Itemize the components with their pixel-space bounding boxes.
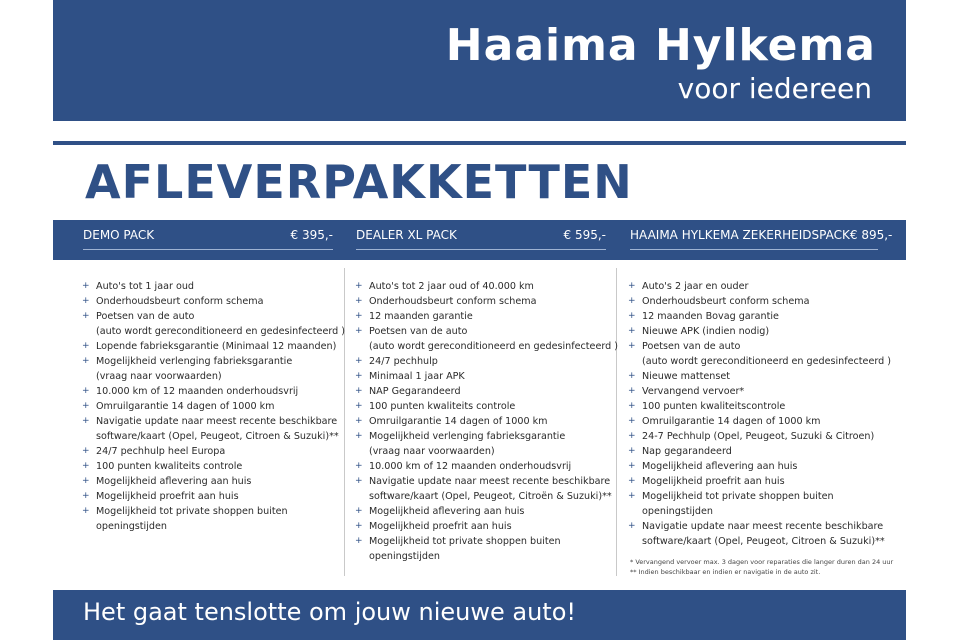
plus-icon: + (628, 476, 636, 486)
plus-icon: + (628, 416, 636, 426)
plus-icon: + (628, 521, 636, 531)
packs-header-bar (53, 220, 906, 260)
plus-icon: + (355, 521, 363, 531)
plus-icon: + (628, 461, 636, 471)
feature-text: Minimaal 1 jaar APK (369, 371, 465, 382)
pack-price: € 895,- (849, 228, 893, 242)
feature-item (82, 339, 345, 354)
feature-item (82, 399, 345, 414)
feature-item (355, 474, 618, 504)
feature-item (82, 294, 345, 309)
feature-text: Mogelijkheid proefrit aan huis (642, 476, 785, 487)
feature-text: Vervangend vervoer* (642, 386, 745, 397)
feature-subtext: openingstijden (369, 551, 440, 562)
plus-icon: + (355, 506, 363, 516)
feature-text: Poetsen van de auto (96, 311, 195, 322)
feature-text: 100 punten kwaliteits controle (369, 401, 516, 412)
feature-item (82, 444, 345, 459)
feature-text: Mogelijkheid verlenging fabrieksgarantie (369, 431, 566, 442)
feature-text: Mogelijkheid aflevering aan huis (642, 461, 798, 472)
feature-item (628, 339, 891, 369)
feature-item (628, 474, 891, 489)
feature-text: Auto's 2 jaar en ouder (642, 281, 749, 292)
footer-banner (53, 590, 906, 640)
feature-item (82, 384, 345, 399)
feature-item (628, 444, 891, 459)
feature-item (628, 519, 891, 549)
plus-icon: + (82, 311, 90, 321)
feature-item (355, 399, 618, 414)
feature-text: Navigatie update naar meest recente beschikbare (96, 416, 338, 427)
plus-icon: + (628, 371, 636, 381)
feature-text: Omruilgarantie 14 dagen of 1000 km (96, 401, 275, 412)
pack-features-dealer-xl (355, 279, 618, 564)
feature-text: Onderhoudsbeurt conform schema (369, 296, 537, 307)
feature-text: Omruilgarantie 14 dagen of 1000 km (642, 416, 821, 427)
brand-tagline: voor iedereen (677, 72, 872, 105)
feature-text: 10.000 km of 12 maanden onderhoudsvrij (369, 461, 572, 472)
feature-item (355, 294, 618, 309)
feature-item (355, 279, 618, 294)
plus-icon: + (355, 461, 363, 471)
feature-text: Navigatie update naar meest recente beschikbare (369, 476, 611, 487)
plus-icon: + (355, 536, 363, 546)
plus-icon: + (628, 431, 636, 441)
feature-text: Nieuwe mattenset (642, 371, 731, 382)
feature-item (628, 369, 891, 384)
feature-text: Lopende fabrieksgarantie (Minimaal 12 maanden) (96, 341, 337, 352)
feature-text: 100 punten kwaliteits controle (96, 461, 243, 472)
pack-name: DEMO PACK (83, 228, 155, 242)
feature-text: Omruilgarantie 14 dagen of 1000 km (369, 416, 548, 427)
feature-subtext: openingstijden (642, 506, 713, 517)
feature-text: 10.000 km of 12 maanden onderhoudsvrij (96, 386, 299, 397)
feature-item (355, 504, 618, 519)
plus-icon: + (355, 401, 363, 411)
feature-text: Poetsen van de auto (369, 326, 468, 337)
plus-icon: + (82, 356, 90, 366)
brand-name: Haaima Hylkema (445, 20, 876, 71)
feature-subtext: software/kaart (Opel, Peugeot, Citroen & Suzuki)** (96, 431, 339, 442)
feature-subtext: software/kaart (Opel, Peugeot, Citroën & Suzuki)** (369, 491, 612, 502)
feature-text: Mogelijkheid aflevering aan huis (369, 506, 525, 517)
feature-subtext: (auto wordt gereconditioneerd en gedesinfecteerd ) (369, 341, 619, 352)
plus-icon: + (628, 386, 636, 396)
page-title: AFLEVERPAKKETTEN (85, 155, 633, 209)
feature-item (82, 279, 345, 294)
plus-icon: + (628, 326, 636, 336)
feature-subtext: (auto wordt gereconditioneerd en gedesinfecteerd ) (642, 356, 892, 367)
feature-text: 12 maanden Bovag garantie (642, 311, 779, 322)
feature-item (82, 414, 345, 444)
feature-item (355, 324, 618, 354)
pack-price: € 595,- (563, 228, 606, 242)
feature-item (82, 459, 345, 474)
plus-icon: + (82, 506, 90, 516)
pack-header-demo (83, 228, 333, 250)
plus-icon: + (355, 356, 363, 366)
plus-icon: + (355, 311, 363, 321)
plus-icon: + (628, 281, 636, 291)
feature-text: Auto's tot 2 jaar oud of 40.000 km (369, 281, 534, 292)
footnote: * Vervangend vervoer max. 3 dagen voor reparaties die langer duren dan 24 uur (630, 558, 894, 566)
plus-icon: + (628, 311, 636, 321)
pack-name: DEALER XL PACK (356, 228, 457, 242)
feature-text: 12 maanden garantie (369, 311, 473, 322)
plus-icon: + (628, 401, 636, 411)
plus-icon: + (355, 296, 363, 306)
plus-icon: + (628, 341, 636, 351)
feature-text: Auto's tot 1 jaar oud (96, 281, 195, 292)
feature-item (355, 459, 618, 474)
feature-text: Mogelijkheid tot private shoppen buiten (96, 506, 288, 517)
feature-item (628, 294, 891, 309)
feature-item (82, 474, 345, 489)
feature-item (628, 429, 891, 444)
feature-text: Onderhoudsbeurt conform schema (642, 296, 810, 307)
pack-name: HAAIMA HYLKEMA ZEKERHEIDSPACK (630, 228, 850, 242)
pack-header-zekerheidspack (630, 228, 893, 250)
feature-text: Mogelijkheid tot private shoppen buiten (369, 536, 561, 547)
plus-icon: + (82, 341, 90, 351)
plus-icon: + (355, 416, 363, 426)
plus-icon: + (628, 296, 636, 306)
plus-icon: + (355, 281, 363, 291)
feature-text: 100 punten kwaliteitscontrole (642, 401, 786, 412)
feature-item (628, 459, 891, 474)
feature-subtext: (auto wordt gereconditioneerd en gedesinfecteerd ) (96, 326, 346, 337)
feature-text: Navigatie update naar meest recente beschikbare (642, 521, 884, 532)
feature-subtext: (vraag naar voorwaarden) (96, 371, 222, 382)
feature-item (82, 489, 345, 504)
feature-item (355, 309, 618, 324)
feature-item (355, 354, 618, 369)
feature-text: Mogelijkheid tot private shoppen buiten (642, 491, 834, 502)
feature-text: Mogelijkheid aflevering aan huis (96, 476, 252, 487)
plus-icon: + (355, 326, 363, 336)
feature-item (355, 534, 618, 564)
feature-item (355, 384, 618, 399)
feature-text: Onderhoudsbeurt conform schema (96, 296, 264, 307)
feature-text: 24/7 pechhulp (369, 356, 438, 367)
footer-slogan: Het gaat tenslotte om jouw nieuwe auto! (83, 598, 577, 626)
feature-text: Poetsen van de auto (642, 341, 741, 352)
plus-icon: + (355, 476, 363, 486)
plus-icon: + (82, 386, 90, 396)
feature-item (628, 324, 891, 339)
feature-item (355, 429, 618, 459)
feature-subtext: openingstijden (96, 521, 167, 532)
plus-icon: + (82, 296, 90, 306)
feature-item (628, 384, 891, 399)
feature-text: Mogelijkheid proefrit aan huis (369, 521, 512, 532)
feature-item (355, 369, 618, 384)
plus-icon: + (82, 476, 90, 486)
plus-icon: + (355, 371, 363, 381)
feature-item (355, 414, 618, 429)
feature-item (628, 279, 891, 294)
divider-rule (53, 141, 906, 145)
pack-price: € 395,- (290, 228, 333, 242)
pack-features-demo (82, 279, 345, 534)
feature-text: Mogelijkheid proefrit aan huis (96, 491, 239, 502)
feature-subtext: (vraag naar voorwaarden) (369, 446, 495, 457)
plus-icon: + (355, 386, 363, 396)
feature-item (82, 504, 345, 534)
feature-text: NAP Gegarandeerd (369, 386, 461, 397)
plus-icon: + (82, 461, 90, 471)
feature-text: 24/7 pechhulp heel Europa (96, 446, 226, 457)
feature-text: Mogelijkheid verlenging fabrieksgarantie (96, 356, 293, 367)
plus-icon: + (82, 446, 90, 456)
plus-icon: + (82, 416, 90, 426)
feature-item (82, 309, 345, 339)
feature-text: Nieuwe APK (indien nodig) (642, 326, 770, 337)
plus-icon: + (355, 431, 363, 441)
plus-icon: + (628, 446, 636, 456)
feature-item (628, 489, 891, 519)
feature-text: Nap gegarandeerd (642, 446, 732, 457)
plus-icon: + (82, 281, 90, 291)
header-banner (53, 0, 906, 121)
feature-item (628, 414, 891, 429)
pack-header-dealer-xl (356, 228, 606, 250)
plus-icon: + (628, 491, 636, 501)
plus-icon: + (82, 491, 90, 501)
feature-subtext: software/kaart (Opel, Peugeot, Citroen & Suzuki)** (642, 536, 885, 547)
feature-item (355, 519, 618, 534)
feature-text: 24-7 Pechhulp (Opel, Peugeot, Suzuki & Citroen) (642, 431, 875, 442)
feature-item (628, 399, 891, 414)
footnote: ** Indien beschikbaar en indien er navigatie in de auto zit. (630, 568, 821, 576)
plus-icon: + (82, 401, 90, 411)
feature-item (82, 354, 345, 384)
pack-features-zekerheidspack (628, 279, 891, 549)
feature-item (628, 309, 891, 324)
